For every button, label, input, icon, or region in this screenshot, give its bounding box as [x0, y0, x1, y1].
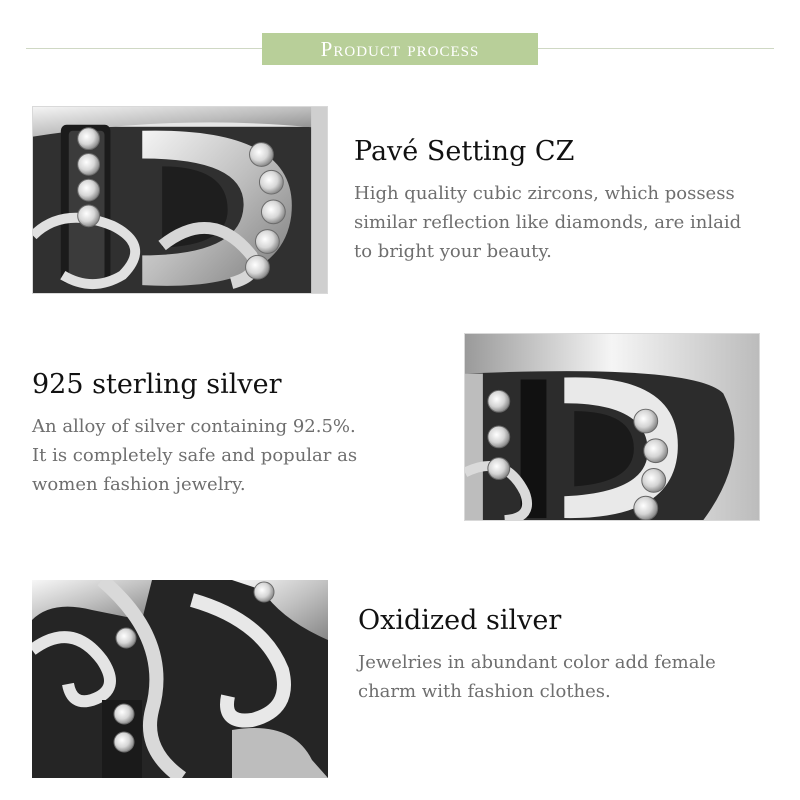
description-line: Jewelries in abundant color add female: [358, 652, 716, 674]
feature-description: [358, 648, 778, 706]
description-line: to bright your beauty.: [354, 241, 552, 263]
description-line: It is completely safe and popular as: [32, 445, 358, 467]
product-closeup-sterling-silver: [464, 333, 760, 521]
product-closeup-oxidized-silver: [32, 580, 328, 778]
header-divider-left: [26, 48, 262, 49]
description-line: An alloy of silver containing 92.5%.: [32, 416, 356, 438]
feature-title: Pavé Setting CZ: [354, 136, 575, 167]
feature-description: [354, 179, 784, 266]
feature-pave-setting: [354, 136, 784, 266]
feature-oxidized-silver: [358, 605, 778, 706]
description-line: charm with fashion clothes.: [358, 681, 611, 703]
feature-title: Oxidized silver: [358, 605, 562, 636]
section-header-banner: [262, 33, 538, 65]
description-line: High quality cubic zircons, which possess: [354, 183, 735, 205]
description-line: similar reflection like diamonds, are inlaid: [354, 212, 742, 234]
description-line: women fashion jewelry.: [32, 474, 246, 496]
feature-title: 925 sterling silver: [32, 369, 282, 400]
header-divider-right: [538, 48, 774, 49]
feature-description: [32, 412, 452, 499]
product-closeup-pave-setting: [32, 106, 328, 294]
feature-sterling-silver: [32, 369, 452, 499]
section-header-title: Product process: [320, 36, 480, 61]
